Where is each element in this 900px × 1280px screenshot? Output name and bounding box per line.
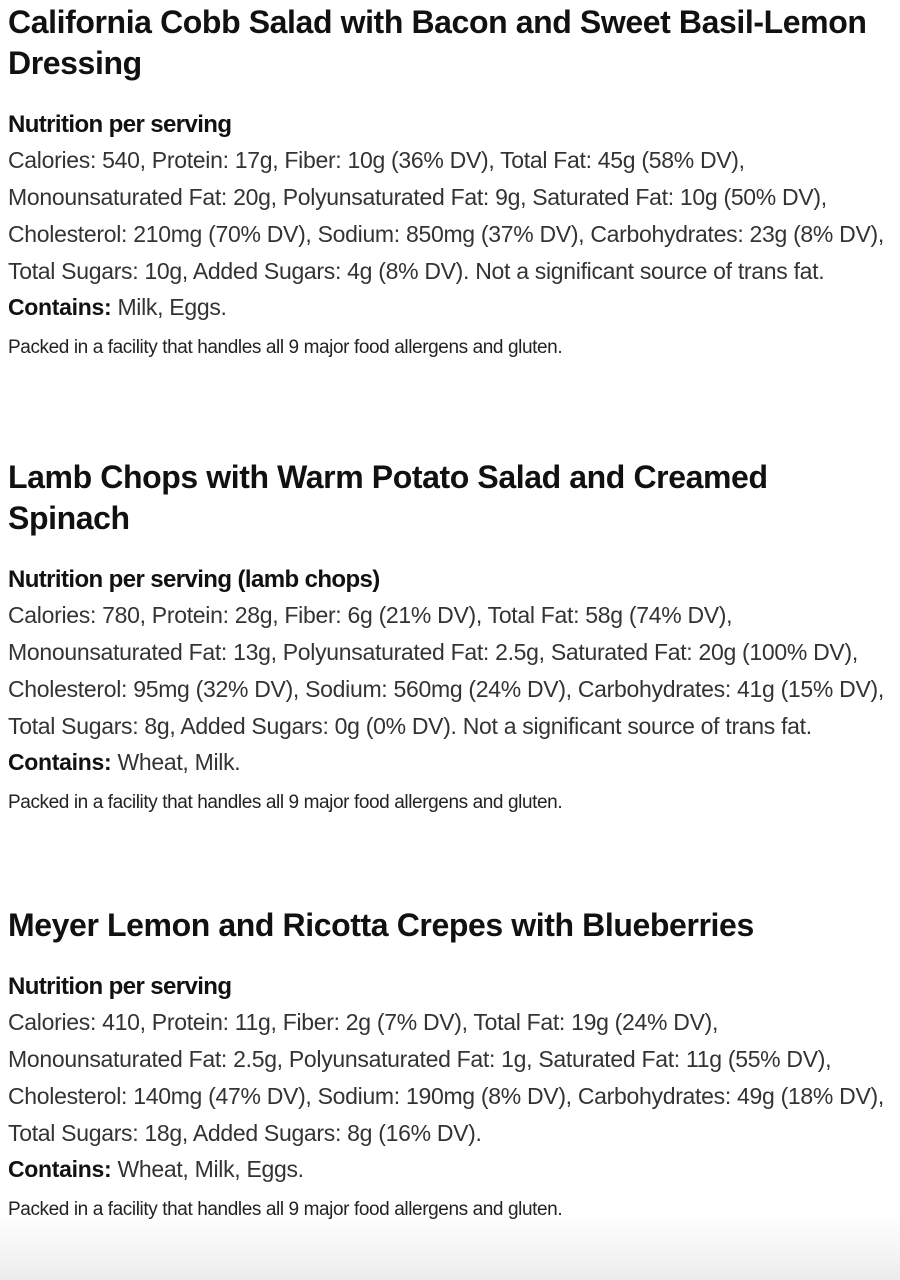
contains-label: Contains: — [8, 294, 112, 320]
recipe-title: Meyer Lemon and Ricotta Crepes with Blueberries — [8, 907, 754, 943]
nutrition-heading: Nutrition per serving — [8, 111, 232, 138]
recipe-title: California Cobb Salad with Bacon and Sweet Basil-Lemon Dressing — [8, 4, 867, 81]
contains-line — [8, 747, 894, 777]
nutrition-facts: Calories: 540, Protein: 17g, Fiber: 10g (36% DV), Total Fat: 45g (58% DV), Monounsaturated Fat: 20g, Polyunsaturated Fat: 9g, Saturated Fat: 10g (50% DV), Cholesterol: 210mg (70% DV), Sodium: 850mg (37% DV), Carbohydrates: 23g (8% DV), Total Sugars: 10g, Added Sugars: 4g (8% DV). Not a significant source of trans fat. — [8, 147, 884, 284]
allergen-note: Packed in a facility that handles all 9 major food allergens and gluten. — [8, 792, 563, 813]
nutrition-facts: Calories: 780, Protein: 28g, Fiber: 6g (21% DV), Total Fat: 58g (74% DV), Monounsaturated Fat: 13g, Polyunsaturated Fat: 2.5g, Saturated Fat: 20g (100% DV), Cholesterol: 95mg (32% DV), Sodium: 560mg (24% DV), Carbohydrates: 41g (15% DV), Total Sugars: 8g, Added Sugars: 0g (0% DV). Not a significant source of trans fat. — [8, 602, 884, 739]
recipe-crepes — [8, 905, 894, 1222]
nutrition-facts: Calories: 410, Protein: 11g, Fiber: 2g (7% DV), Total Fat: 19g (24% DV), Monounsaturated Fat: 2.5g, Polyunsaturated Fat: 1g, Saturated Fat: 11g (55% DV), Cholesterol: 140mg (47% DV), Sodium: 190mg (8% DV), Carbohydrates: 49g (18% DV), Total Sugars: 18g, Added Sugars: 8g (16% DV). — [8, 1009, 884, 1146]
contains-label: Contains: — [8, 749, 112, 775]
recipe-cobb-salad — [8, 2, 894, 360]
contains-value: Milk, Eggs. — [111, 294, 227, 320]
allergen-note: Packed in a facility that handles all 9 major food allergens and gluten. — [8, 1199, 563, 1220]
nutrition-heading: Nutrition per serving (lamb chops) — [8, 566, 380, 593]
recipe-title: Lamb Chops with Warm Potato Salad and Creamed Spinach — [8, 459, 768, 536]
contains-value: Wheat, Milk. — [111, 749, 241, 775]
allergen-note: Packed in a facility that handles all 9 major food allergens and gluten. — [8, 337, 563, 358]
contains-label: Contains: — [8, 1156, 112, 1182]
recipe-lamb-chops — [8, 457, 894, 815]
contains-line — [8, 1154, 894, 1184]
nutrition-heading: Nutrition per serving — [8, 973, 232, 1000]
contains-value: Wheat, Milk, Eggs. — [111, 1156, 304, 1182]
contains-line — [8, 292, 894, 322]
